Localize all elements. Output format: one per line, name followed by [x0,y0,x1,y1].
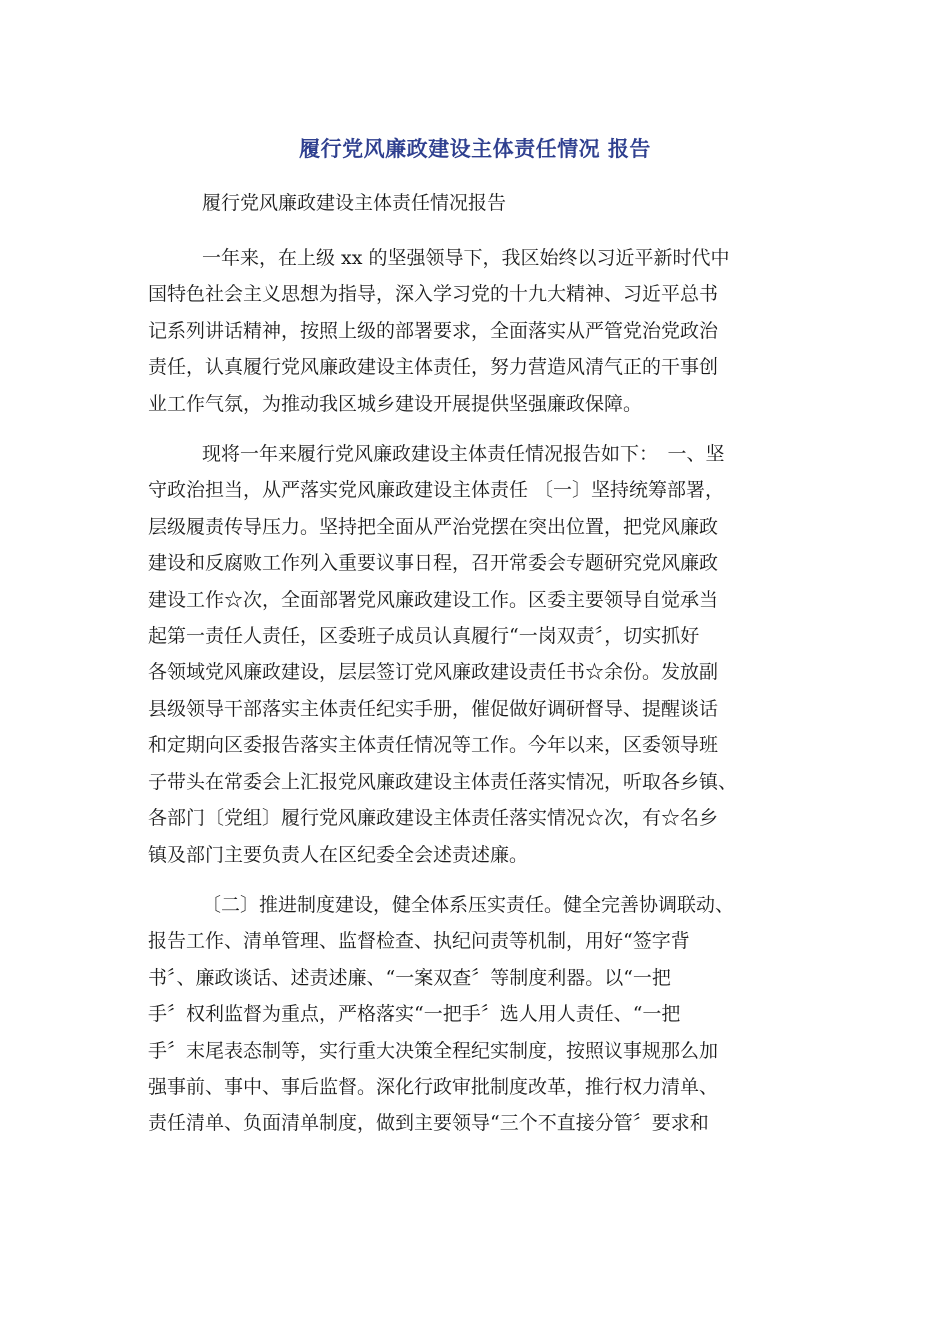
document-body [148,180,808,1156]
text-line: 现将一年来履行党风廉政建设主体责任情况报告如下： 一、坚 [202,443,725,466]
text-line: 手〞权利监督为重点，严格落实“一把手〞选人用人责任、“一把 [148,1003,681,1026]
paragraph-1 [148,240,808,422]
text-line: 〔二〕推进制度建设，健全体系压实责任。健全完善协调联动、 [202,893,735,916]
text-line: 守政治担当，从严落实党风廉政建设主体责任 〔一〕坚持统筹部署， [148,479,725,502]
document-subtitle: 履行党风廉政建设主体责任情况报告 [202,192,507,214]
paragraph-3 [148,887,808,1142]
text-line: 报告工作、清单管理、监督检查、执纪问责等机制，用好“签字背 [148,930,690,953]
text-line: 记系列讲话精神，按照上级的部署要求，全面落实从严管党治党政治 [148,319,719,342]
text-line: 手〞末尾表态制等，实行重大决策全程纪实制度，按照议事规那么加 [148,1039,719,1062]
text-line: 和定期向区委报告落实主体责任情况等工作。今年以来，区委领导班 [148,734,719,757]
text-line: 各部门〔党组〕履行党风廉政建设主体责任落实情况☆次，有☆名乡 [148,807,719,830]
text-line: 起第一责任人责任，区委班子成员认真履行“一岗双责〞，切实抓好 [148,625,700,648]
text-line: 国特色社会主义思想为指导，深入学习党的十九大精神、习近平总书 [148,283,719,306]
text-line: 镇及部门主要负责人在区纪委全会述责述廉。 [148,843,529,866]
text-line: 书〞、廉政谈话、述责述廉、“一案双查〞等制度利器。以“一把 [148,966,671,989]
text-line: 层级履责传导压力。坚持把全面从严治党摆在突出位置，把党风廉政 [148,515,719,538]
text-line: 强事前、事中、事后监督。深化行政审批制度改革，推行权力清单、 [148,1075,719,1098]
text-line: 一年来，在上级 xx 的坚强领导下，我区始终以习近平新时代中 [202,247,730,269]
text-line: 各领域党风廉政建设，层层签订党风廉政建设责任书☆余份。发放副 [148,661,719,684]
text-line: 子带头在常委会上汇报党风廉政建设主体责任落实情况，听取各乡镇、 [148,770,738,793]
text-line: 县级领导干部落实主体责任纪实手册，催促做好调研督导、提醒谈话 [148,697,719,720]
text-line: 责任，认真履行党风廉政建设主体责任，努力营造风清气正的干事创 [148,356,719,379]
text-line: 建设和反腐败工作列入重要议事日程，召开常委会专题研究党风廉政 [148,552,719,575]
text-line: 责任清单、负面清单制度，做到主要领导“三个不直接分管〞要求和 [148,1112,709,1135]
paragraph-2 [148,436,808,873]
text-line: 建设工作☆次，全面部署党风廉政建设工作。区委主要领导自觉承当 [148,588,719,611]
text-line: 业工作气氛，为推动我区城乡建设开展提供坚强廉政保障。 [148,392,643,415]
document-title: 履行党风廉政建设主体责任情况 报告 [299,137,651,161]
